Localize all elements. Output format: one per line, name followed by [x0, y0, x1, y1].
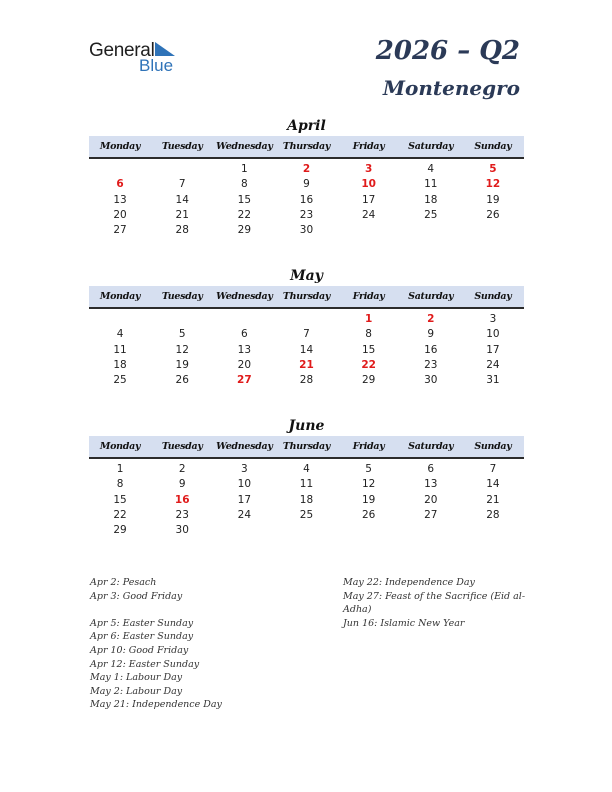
- week-row: [89, 177, 524, 192]
- day-cell: 12: [175, 343, 189, 356]
- day-cell: 22: [361, 358, 376, 371]
- day-cell: 10: [361, 178, 376, 191]
- day-cell: 13: [113, 193, 127, 206]
- empty-day-cell: [151, 312, 213, 327]
- note-line: Apr 12: Easter Sunday: [90, 658, 200, 670]
- weekday-label: Tuesday: [161, 441, 203, 452]
- generalblue-logo: [89, 40, 189, 76]
- day-cell: 4: [427, 163, 435, 175]
- note-line: Apr 6: Easter Sunday: [90, 631, 194, 643]
- day-cell: 13: [237, 343, 252, 356]
- note-line: May 2: Labour Day: [90, 685, 183, 697]
- weekday-label: Thursday: [282, 141, 331, 152]
- day-cell: 30: [175, 524, 189, 537]
- day-cell: 25: [113, 374, 127, 387]
- note-line: Adha): [343, 604, 372, 616]
- day-cell: 17: [237, 493, 252, 506]
- weekday-label: Thursday: [282, 441, 331, 452]
- day-cell: 15: [361, 343, 376, 356]
- holiday-notes-left: [90, 576, 222, 712]
- day-cell: 6: [427, 463, 435, 475]
- page-title: 2026 – Q2: [375, 36, 520, 66]
- note-line: Apr 10: Good Friday: [90, 644, 189, 656]
- day-cell: 21: [486, 493, 500, 506]
- empty-day-cell: [89, 162, 151, 177]
- weekday-label: Friday: [352, 141, 385, 152]
- empty-day-cell: [338, 523, 400, 538]
- day-cell: 18: [299, 493, 314, 506]
- day-cell: 26: [175, 374, 189, 387]
- weekday-label: Wednesday: [216, 441, 273, 452]
- weekday-label: Sunday: [474, 291, 512, 302]
- note-line: May 21: Independence Day: [90, 699, 222, 711]
- weekday-label: Saturday: [408, 291, 454, 302]
- day-cell: 14: [175, 193, 189, 206]
- weekday-label: Thursday: [282, 291, 331, 302]
- day-cell: 19: [361, 493, 376, 506]
- empty-day-cell: [462, 223, 524, 238]
- day-cell: 30: [299, 224, 314, 237]
- day-cell: 8: [365, 328, 372, 341]
- empty-day-cell: [400, 223, 462, 238]
- day-cell: 5: [365, 463, 372, 475]
- weekday-label: Wednesday: [216, 291, 273, 302]
- day-cell: 28: [486, 508, 500, 521]
- day-cell: 15: [113, 493, 127, 506]
- day-cell: 22: [113, 508, 127, 521]
- day-cell: 9: [303, 178, 310, 191]
- day-cell: 19: [486, 193, 500, 206]
- day-cell: 12: [361, 478, 376, 491]
- empty-day-cell: [151, 162, 213, 177]
- weekday-header: [89, 136, 524, 159]
- weekday-header: [89, 436, 524, 459]
- weeks-grid: [89, 312, 524, 388]
- day-cell: 21: [175, 208, 189, 221]
- weekday-label: Monday: [99, 141, 141, 152]
- day-cell: 6: [241, 328, 248, 341]
- day-cell: 17: [361, 193, 376, 206]
- logo-text-general: General: [89, 40, 155, 61]
- day-cell: 18: [113, 358, 127, 371]
- day-cell: 14: [486, 478, 500, 491]
- week-row: [89, 523, 524, 538]
- note-line: Apr 5: Easter Sunday: [90, 617, 194, 629]
- logo-text-blue: Blue: [139, 56, 174, 75]
- note-line: May 27: Feast of the Sacrifice (Eid al-: [343, 590, 526, 602]
- day-cell: 24: [486, 358, 500, 371]
- empty-day-cell: [338, 223, 400, 238]
- day-cell: 28: [299, 374, 314, 387]
- day-cell: 8: [241, 178, 248, 191]
- note-line: May 22: Independence Day: [343, 577, 475, 588]
- month-calendar-april: [89, 116, 524, 238]
- day-cell: 1: [116, 463, 124, 475]
- note-spacer: [90, 603, 222, 617]
- day-cell: 29: [361, 374, 376, 387]
- day-cell: 18: [424, 193, 438, 206]
- empty-day-cell: [213, 312, 275, 327]
- weekday-label: Friday: [352, 441, 385, 452]
- day-cell: 11: [299, 478, 314, 491]
- day-cell: 23: [424, 358, 438, 371]
- day-cell: 7: [303, 328, 310, 341]
- weeks-grid: [89, 462, 524, 538]
- day-cell: 26: [486, 208, 500, 221]
- day-cell: 16: [424, 343, 438, 356]
- week-row: [89, 327, 524, 342]
- weekday-label: Sunday: [474, 441, 512, 452]
- day-cell: 9: [427, 328, 435, 341]
- day-cell: 21: [299, 358, 314, 371]
- day-cell: 20: [424, 493, 438, 506]
- week-row: [89, 493, 524, 508]
- day-cell: 4: [303, 463, 310, 475]
- week-row: [89, 162, 524, 177]
- day-cell: 3: [489, 313, 497, 325]
- country-subtitle: Montenegro: [382, 76, 520, 100]
- day-cell: 27: [424, 508, 438, 521]
- day-cell: 13: [424, 478, 438, 491]
- day-cell: 8: [116, 478, 124, 491]
- day-cell: 28: [175, 224, 189, 237]
- month-name: May: [290, 268, 323, 284]
- day-cell: 1: [241, 163, 248, 175]
- weekday-label: Tuesday: [161, 291, 203, 302]
- day-cell: 23: [299, 208, 314, 221]
- weekday-label: Monday: [99, 291, 141, 302]
- day-cell: 23: [175, 508, 189, 521]
- week-row: [89, 358, 524, 373]
- note-line: May 1: Labour Day: [90, 672, 183, 684]
- day-cell: 7: [489, 463, 497, 475]
- note-line: Jun 16: Islamic New Year: [343, 617, 465, 629]
- day-cell: 2: [302, 163, 311, 175]
- week-row: [89, 343, 524, 358]
- day-cell: 24: [237, 508, 252, 521]
- day-cell: 27: [113, 224, 127, 237]
- week-row: [89, 462, 524, 477]
- week-row: [89, 312, 524, 327]
- day-cell: 29: [113, 524, 127, 537]
- month-calendar-june: [89, 416, 524, 538]
- weekday-label: Monday: [99, 441, 141, 452]
- empty-day-cell: [400, 523, 462, 538]
- day-cell: 19: [175, 358, 189, 371]
- day-cell: 25: [299, 508, 314, 521]
- month-name: April: [287, 118, 326, 134]
- day-cell: 11: [113, 343, 127, 356]
- week-row: [89, 373, 524, 388]
- day-cell: 3: [241, 463, 248, 475]
- empty-day-cell: [462, 523, 524, 538]
- day-cell: 2: [178, 463, 186, 475]
- weekday-label: Saturday: [408, 141, 454, 152]
- weekday-label: Wednesday: [216, 141, 273, 152]
- weekday-header: [89, 286, 524, 309]
- month-calendar-may: [89, 266, 524, 388]
- day-cell: 6: [116, 178, 124, 191]
- day-cell: 31: [486, 374, 500, 387]
- logo-triangle-icon: [153, 42, 177, 58]
- day-cell: 16: [299, 193, 314, 206]
- week-row: [89, 508, 524, 523]
- empty-day-cell: [275, 312, 337, 327]
- day-cell: 29: [237, 224, 252, 237]
- weekday-label: Tuesday: [161, 141, 203, 152]
- week-row: [89, 477, 524, 492]
- day-cell: 11: [424, 178, 438, 191]
- day-cell: 14: [299, 343, 314, 356]
- weekday-label: Saturday: [408, 441, 454, 452]
- day-cell: 17: [486, 343, 500, 356]
- day-cell: 9: [178, 478, 186, 491]
- weeks-grid: [89, 162, 524, 238]
- week-row: [89, 193, 524, 208]
- day-cell: 26: [361, 508, 376, 521]
- month-name: June: [288, 418, 325, 434]
- day-cell: 2: [427, 313, 435, 325]
- day-cell: 3: [364, 163, 373, 175]
- holiday-notes-right: [343, 576, 525, 630]
- note-line: Apr 2: Pesach: [90, 577, 157, 588]
- weekday-label: Sunday: [474, 141, 512, 152]
- weekday-label: Friday: [352, 291, 385, 302]
- week-row: [89, 223, 524, 238]
- day-cell: 12: [485, 178, 501, 191]
- day-cell: 7: [178, 178, 186, 191]
- day-cell: 22: [237, 208, 252, 221]
- day-cell: 24: [361, 208, 376, 221]
- day-cell: 15: [237, 193, 252, 206]
- note-line: Apr 3: Good Friday: [90, 590, 183, 602]
- day-cell: 27: [237, 374, 252, 387]
- day-cell: 5: [178, 328, 186, 341]
- empty-day-cell: [213, 523, 275, 538]
- day-cell: 20: [113, 208, 127, 221]
- day-cell: 16: [174, 493, 190, 506]
- day-cell: 20: [237, 358, 252, 371]
- day-cell: 10: [486, 328, 500, 341]
- empty-day-cell: [89, 312, 151, 327]
- day-cell: 5: [489, 163, 497, 175]
- empty-day-cell: [275, 523, 337, 538]
- week-row: [89, 208, 524, 223]
- day-cell: 30: [424, 374, 438, 387]
- day-cell: 1: [364, 313, 373, 325]
- day-cell: 10: [237, 478, 252, 491]
- day-cell: 25: [424, 208, 438, 221]
- day-cell: 4: [116, 328, 124, 341]
